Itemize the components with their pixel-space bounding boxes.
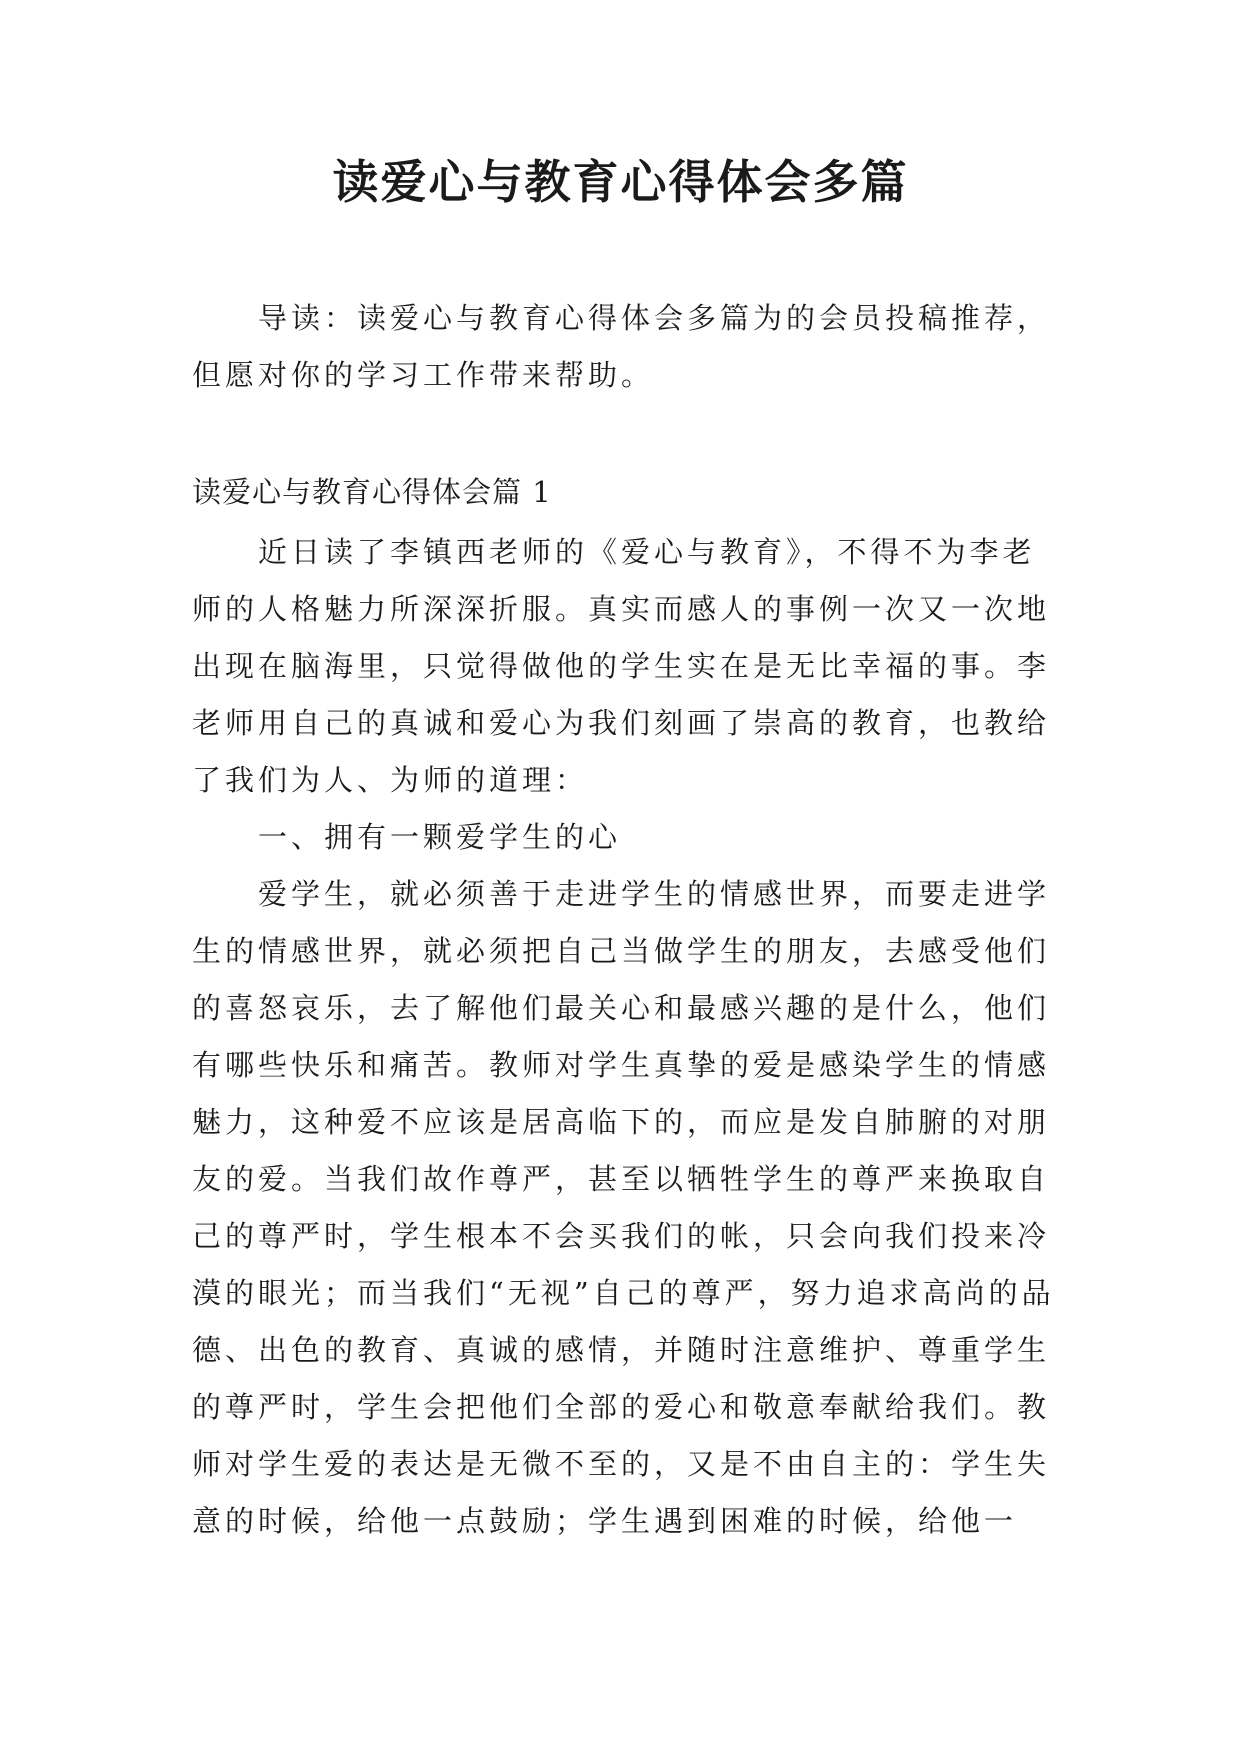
body-paragraph: 近日读了李镇西老师的《爱心与教育》，不得不为李老师的人格魅力所深深折服。真实而感人的事例一次又一次地出现在脑海里，只觉得做他的学生实在是无比幸福的事。李老师用自己的真诚和爱心为我们刻画了崇高的教育，也教给了我们为人、为师的道理： xyxy=(192,535,1051,797)
section-heading: 读爱心与教育心得体会篇 1 xyxy=(192,475,552,509)
subsection-heading: 一、拥有一颗爱学生的心 xyxy=(258,820,622,854)
document-title: 读爱心与教育心得体会多篇 xyxy=(332,155,909,209)
body-paragraph: 爱学生，就必须善于走进学生的情感世界，而要走进学生的情感世界，就必须把自己当做学生的朋友，去感受他们的喜怒哀乐，去了解他们最关心和最感兴趣的是什么，他们有哪些快乐和痛苦。教师对学生真挚的爱是感染学生的情感魅力，这种爱不应该是居高临下的，而应是发自肺腑的对朋友的爱。当我们故作尊严，甚至以牺牲学生的尊严来换取自己的尊严时，学生根本不会买我们的帐，只会向我们投来冷漠的眼光；而当我们“无视”自己的尊严，努力追求高尚的品德、出色的教育、真诚的感情，并随时注意维护、尊重学生的尊严时，学生会把他们全部的爱心和敬意奉献给我们。教师对学生爱的表达是无微不至的，又是不由自主的：学生失意的时候，给他一点鼓励；学生遇到困难的时候，给他一 xyxy=(192,877,1055,1538)
intro-paragraph: 导读：读爱心与教育心得体会多篇为的会员投稿推荐，但愿对你的学习工作带来帮助。 xyxy=(192,301,1051,392)
document-body xyxy=(192,524,1058,1550)
